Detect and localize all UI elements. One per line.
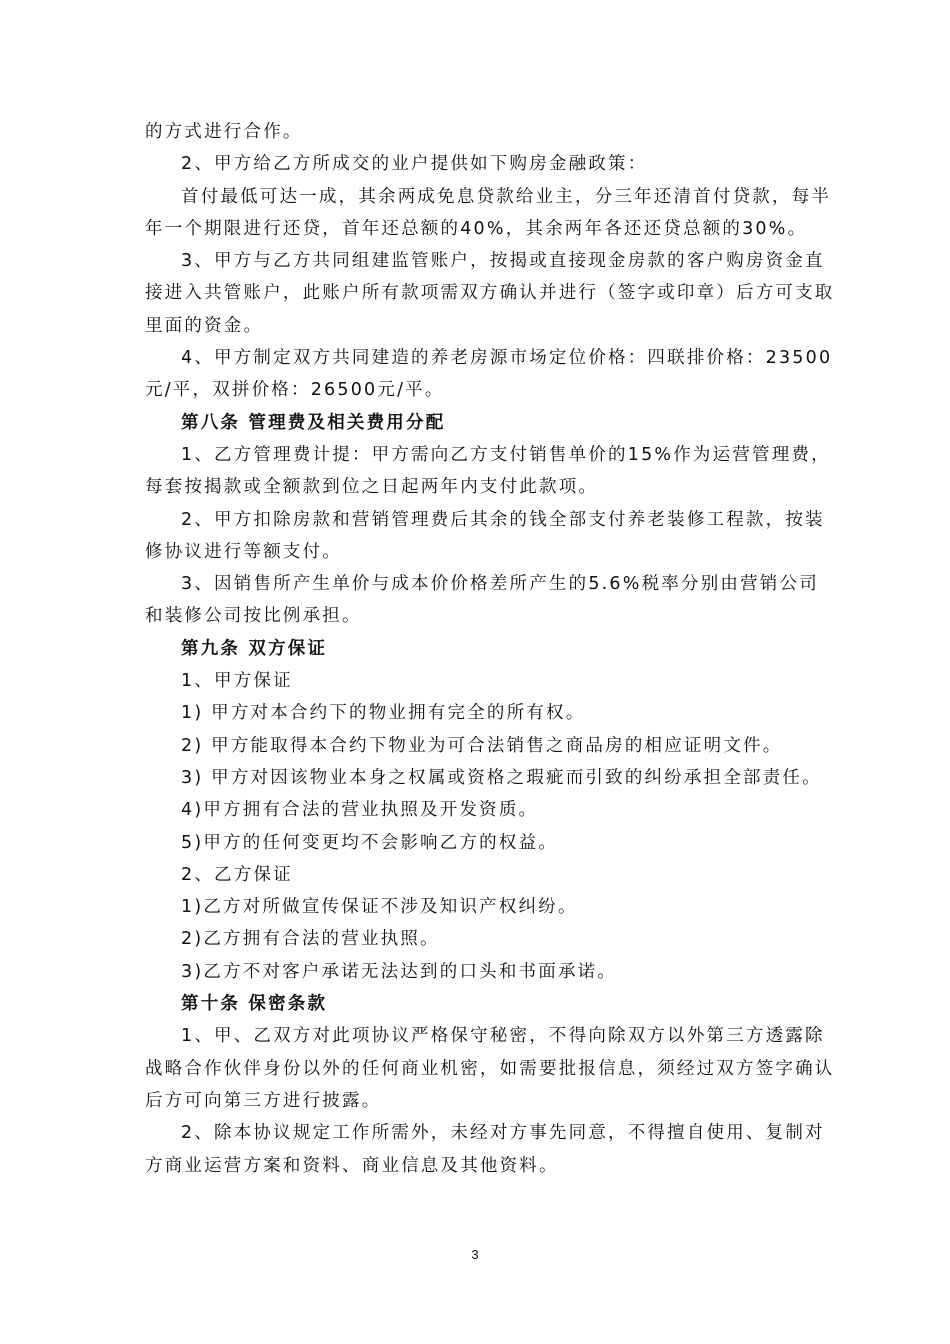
section-heading: 第九条 双方保证 (181, 638, 328, 659)
page-number: 3 (471, 1247, 479, 1262)
list-item: 2、乙方保证 (181, 864, 293, 885)
section-heading: 第十条 保密条款 (181, 994, 328, 1015)
paragraph: 2、甲方给乙方所成交的业户提供如下购房金融政策： (181, 154, 648, 175)
paragraph: 2、除本协议规定工作所需外，未经对方事先同意，不得擅自使用、复制对方商业运营方案和资料、商业信息及其他资料。 (145, 1123, 825, 1176)
paragraph: 首付最低可达一成，其余两成免息贷款给业主，分三年还清首付贷款，每半年一个期限进行还贷，首年还总额的40%，其余两年各还还贷总额的30%。 (145, 186, 832, 239)
paragraph: 2、甲方扣除房款和营销管理费后其余的钱全部支付养老装修工程款，按装修协议进行等额支付。 (145, 509, 825, 562)
paragraph: 3、甲方与乙方共同组建监管账户，按揭或直接现金房款的客户购房资金直接进入共管账户，此账户所有款项需双方确认并进行（签字或印章）后方可支取里面的资金。 (145, 251, 835, 336)
document-body (145, 116, 835, 1182)
list-item: 2) 甲方能取得本合约下物业为可合法销售之商品房的相应证明文件。 (181, 735, 783, 756)
paragraph: 3、因销售所产生单价与成本价价格差所产生的5.6%税率分别由营销公司和装修公司按比例承担。 (145, 574, 819, 627)
list-item: 2)乙方拥有合法的营业执照。 (181, 929, 440, 950)
paragraph: 4、甲方制定双方共同建造的养老房源市场定位价格：四联排价格：23500元/平，双拼价格：26500元/平。 (145, 348, 833, 401)
list-item: 1)乙方对所做宣传保证不涉及知识产权纠纷。 (181, 897, 578, 918)
paragraph: 1、乙方管理费计提：甲方需向乙方支付销售单价的15%作为运营管理费，每套按揭款或全额款到位之日起两年内支付此款项。 (145, 444, 831, 498)
list-item: 1) 甲方对本合约下的物业拥有完全的所有权。 (181, 703, 586, 724)
paragraph: 1、甲、乙双方对此项协议严格保守秘密，不得向除双方以外第三方透露除战略合作伙伴身份以外的任何商业机密，如需要批报信息，须经过双方签字确认后方可向第三方进行披露。 (145, 1026, 835, 1111)
list-item: 3) 甲方对因该物业本身之权属或资格之瑕疵而引致的纠纷承担全部责任。 (181, 767, 822, 788)
list-item: 1、甲方保证 (181, 671, 293, 692)
list-item: 4)甲方拥有合法的营业执照及开发资质。 (181, 800, 539, 821)
paragraph: 的方式进行合作。 (145, 122, 303, 142)
section-heading: 第八条 管理费及相关费用分配 (181, 412, 446, 433)
list-item: 3)乙方不对客户承诺无法达到的口头和书面承诺。 (181, 961, 618, 982)
list-item: 5)甲方的任何变更均不会影响乙方的权益。 (181, 832, 558, 853)
